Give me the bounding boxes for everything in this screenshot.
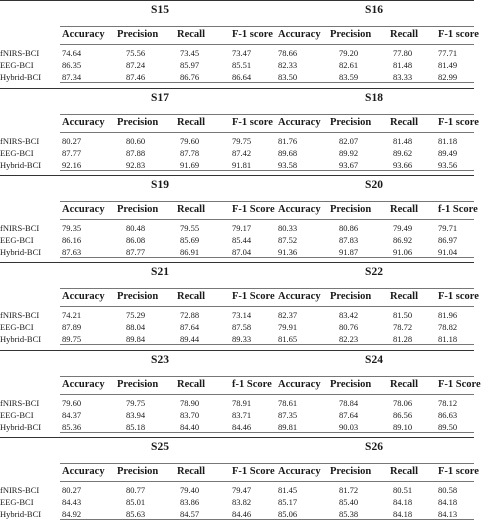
column-header: Precision: [330, 379, 372, 390]
divider: [0, 88, 474, 89]
column-header: Recall: [177, 379, 205, 390]
column-header: Recall: [390, 379, 418, 390]
table-row: [0, 322, 474, 334]
table-cell: 85.18: [126, 422, 146, 432]
table-cell: 83.94: [126, 410, 146, 420]
column-header: F-1 score: [438, 29, 479, 40]
table-cell: 79.35: [62, 223, 82, 233]
divider: [0, 350, 474, 351]
table-cell: 81.18: [438, 334, 458, 344]
table-cell: 79.47: [232, 485, 252, 495]
table-cell: 79.40: [180, 485, 200, 495]
table-cell: 89.44: [180, 334, 200, 344]
column-header: Recall: [177, 204, 205, 215]
divider: [0, 0, 474, 1]
table-cell: 83.33: [393, 72, 413, 82]
column-header: Accuracy: [62, 466, 105, 477]
table-cell: 84.37: [62, 410, 82, 420]
table-cell: 80.58: [438, 485, 458, 495]
table-cell: 85.01: [126, 497, 146, 507]
table-cell: 81.28: [393, 334, 413, 344]
table-cell: 89.81: [278, 422, 298, 432]
table-cell: 93.67: [339, 160, 359, 170]
table-cell: 84.46: [232, 422, 252, 432]
column-header: Precision: [330, 291, 372, 302]
divider: [60, 306, 474, 307]
table-cell: 79.75: [126, 398, 146, 408]
table-cell: 87.78: [180, 148, 200, 158]
table-cell: 84.18: [438, 497, 458, 507]
table-cell: 85.36: [62, 422, 82, 432]
divider: [60, 394, 474, 395]
column-header: F-1 score: [438, 466, 479, 477]
table-cell: 72.88: [180, 310, 200, 320]
divider: [60, 376, 474, 377]
table-cell: 82.61: [339, 60, 359, 70]
table-cell: 73.14: [232, 310, 252, 320]
table-cell: 79.71: [438, 223, 458, 233]
row-label: Hybrid-BCI: [0, 160, 42, 170]
column-header: Accuracy: [62, 291, 105, 302]
table-cell: 78.91: [232, 398, 252, 408]
table-cell: 87.04: [232, 247, 252, 257]
column-header: Precision: [117, 204, 159, 215]
column-header: Precision: [117, 379, 159, 390]
table-cell: 81.76: [278, 136, 298, 146]
row-label: fNIRS-BCI: [0, 223, 40, 233]
table-cell: 80.76: [339, 322, 359, 332]
table-cell: 77.71: [438, 48, 458, 58]
table-cell: 87.64: [180, 322, 200, 332]
table-cell: 84.40: [180, 422, 200, 432]
table-cell: 77.80: [393, 48, 413, 58]
table-cell: 79.75: [232, 136, 252, 146]
column-header: Recall: [390, 117, 418, 128]
table-block: [0, 350, 481, 437]
table-cell: 86.91: [180, 247, 200, 257]
table-row: [0, 497, 474, 509]
table-cell: 91.06: [393, 247, 413, 257]
row-label: Hybrid-BCI: [0, 247, 42, 257]
table-row: [0, 310, 474, 322]
row-label: Hybrid-BCI: [0, 509, 42, 519]
subject-heading: S17: [151, 92, 169, 104]
table-cell: 83.70: [180, 410, 200, 420]
subject-heading: S22: [365, 266, 383, 278]
table-row: [0, 247, 474, 259]
table-cell: 78.82: [438, 322, 458, 332]
table-cell: 87.24: [126, 60, 146, 70]
table-cell: 80.27: [62, 485, 82, 495]
table-cell: 91.81: [232, 160, 252, 170]
column-header: Accuracy: [278, 466, 321, 477]
table-cell: 79.55: [180, 223, 200, 233]
table-cell: 85.38: [339, 509, 359, 519]
row-label: EEG-BCI: [0, 148, 34, 158]
table-cell: 86.97: [438, 235, 458, 245]
table-row: [0, 485, 474, 497]
table-cell: 87.42: [232, 148, 252, 158]
table-cell: 86.08: [126, 235, 146, 245]
divider: [60, 132, 474, 133]
table-cell: 84.13: [438, 509, 458, 519]
table-row: [0, 148, 474, 160]
table-cell: 87.89: [62, 322, 82, 332]
table-cell: 74.64: [62, 48, 82, 58]
table-cell: 87.35: [278, 410, 298, 420]
table-cell: 78.84: [339, 398, 359, 408]
table-row: [0, 422, 474, 434]
table-cell: 79.20: [339, 48, 359, 58]
column-header: Precision: [117, 291, 159, 302]
column-header: Precision: [117, 117, 159, 128]
table-cell: 86.76: [180, 72, 200, 82]
table-cell: 92.83: [126, 160, 146, 170]
table-cell: 89.33: [232, 334, 252, 344]
column-header: Recall: [177, 29, 205, 40]
column-header: Precision: [330, 466, 372, 477]
column-header: F-1 Score: [232, 204, 275, 215]
column-header: Recall: [390, 466, 418, 477]
column-header: Accuracy: [62, 379, 105, 390]
table-cell: 89.68: [278, 148, 298, 158]
table-cell: 92.16: [62, 160, 82, 170]
table-cell: 84.18: [393, 497, 413, 507]
table-cell: 90.03: [339, 422, 359, 432]
table-cell: 89.84: [126, 334, 146, 344]
column-header: Precision: [117, 466, 159, 477]
column-header: Accuracy: [62, 204, 105, 215]
table-block: [0, 0, 479, 87]
table-cell: 80.48: [126, 223, 146, 233]
table-block: [0, 262, 479, 349]
table-cell: 89.62: [393, 148, 413, 158]
column-header: F-1 Score: [232, 291, 275, 302]
divider: [60, 201, 474, 202]
table-cell: 78.66: [278, 48, 298, 58]
table-cell: 87.63: [62, 247, 82, 257]
table-cell: 86.64: [232, 72, 252, 82]
table-row: [0, 398, 474, 410]
table-cell: 79.60: [180, 136, 200, 146]
table-cell: 80.60: [126, 136, 146, 146]
column-header: F-1 score: [438, 291, 479, 302]
table-cell: 89.10: [393, 422, 413, 432]
table-cell: 80.86: [339, 223, 359, 233]
row-label: Hybrid-BCI: [0, 72, 42, 82]
table-cell: 79.49: [393, 223, 413, 233]
column-header: Recall: [177, 466, 205, 477]
table-row: [0, 509, 474, 521]
row-label: EEG-BCI: [0, 410, 34, 420]
column-header: Accuracy: [278, 291, 321, 302]
table-row: [0, 48, 474, 60]
table-cell: 87.52: [278, 235, 298, 245]
table-cell: 91.04: [438, 247, 458, 257]
table-cell: 91.87: [339, 247, 359, 257]
column-header: Recall: [390, 29, 418, 40]
column-header: Recall: [177, 117, 205, 128]
table-cell: 78.12: [438, 398, 458, 408]
table-cell: 87.64: [339, 410, 359, 420]
table-cell: 85.63: [126, 509, 146, 519]
table-cell: 91.69: [180, 160, 200, 170]
subject-heading: S19: [151, 179, 169, 191]
table-cell: 86.16: [62, 235, 82, 245]
table-cell: 80.33: [278, 223, 298, 233]
table-cell: 83.42: [339, 310, 359, 320]
table-cell: 82.37: [278, 310, 298, 320]
table-cell: 85.69: [180, 235, 200, 245]
table-cell: 85.06: [278, 509, 298, 519]
row-label: EEG-BCI: [0, 322, 34, 332]
divider: [60, 44, 474, 45]
table-cell: 93.66: [393, 160, 413, 170]
table-cell: 82.23: [339, 334, 359, 344]
table-cell: 80.77: [126, 485, 146, 495]
table-block: [0, 88, 479, 175]
subject-heading: S25: [151, 441, 169, 453]
divider: [60, 26, 474, 27]
subject-heading: S15: [151, 4, 169, 16]
table-cell: 84.46: [232, 509, 252, 519]
table-cell: 73.47: [232, 48, 252, 58]
table-cell: 87.77: [62, 148, 82, 158]
table-cell: 78.72: [393, 322, 413, 332]
table-cell: 83.59: [339, 72, 359, 82]
table-cell: 85.40: [339, 497, 359, 507]
row-label: EEG-BCI: [0, 497, 34, 507]
table-row: [0, 72, 474, 84]
table-cell: 87.58: [232, 322, 252, 332]
table-cell: 83.71: [232, 410, 252, 420]
table-cell: 81.48: [393, 136, 413, 146]
column-header: Recall: [390, 204, 418, 215]
column-header: F-1 Score: [232, 466, 275, 477]
table-cell: 87.88: [126, 148, 146, 158]
table-row: [0, 235, 474, 247]
column-header: Accuracy: [278, 29, 321, 40]
table-cell: 87.46: [126, 72, 146, 82]
table-cell: 87.83: [339, 235, 359, 245]
table-cell: 82.33: [278, 60, 298, 70]
divider: [60, 481, 474, 482]
divider: [60, 114, 474, 115]
table-cell: 84.18: [393, 509, 413, 519]
table-cell: 85.97: [180, 60, 200, 70]
table-row: [0, 334, 474, 346]
row-label: EEG-BCI: [0, 60, 34, 70]
table-cell: 91.36: [278, 247, 298, 257]
table-cell: 86.92: [393, 235, 413, 245]
table-cell: 86.63: [438, 410, 458, 420]
column-header: Accuracy: [62, 29, 105, 40]
column-header: Accuracy: [62, 117, 105, 128]
divider: [0, 175, 474, 176]
divider: [60, 219, 474, 220]
table-cell: 78.90: [180, 398, 200, 408]
subject-heading: S21: [151, 266, 169, 278]
column-header: Accuracy: [278, 117, 321, 128]
table-row: [0, 410, 474, 422]
table-cell: 74.21: [62, 310, 82, 320]
column-header: Recall: [390, 291, 418, 302]
row-label: Hybrid-BCI: [0, 334, 42, 344]
table-cell: 81.72: [339, 485, 359, 495]
table-cell: 83.82: [232, 497, 252, 507]
column-header: Recall: [177, 291, 205, 302]
table-cell: 80.27: [62, 136, 82, 146]
table-cell: 80.51: [393, 485, 413, 495]
table-cell: 84.92: [62, 509, 82, 519]
subject-heading: S26: [365, 441, 383, 453]
table-cell: 93.56: [438, 160, 458, 170]
table-cell: 81.45: [278, 485, 298, 495]
table-cell: 84.43: [62, 497, 82, 507]
table-cell: 89.49: [438, 148, 458, 158]
subject-heading: S23: [151, 354, 169, 366]
subject-heading: S24: [365, 354, 383, 366]
table-cell: 75.56: [126, 48, 146, 58]
table-cell: 81.49: [438, 60, 458, 70]
table-cell: 78.61: [278, 398, 298, 408]
table-cell: 88.04: [126, 322, 146, 332]
table-cell: 81.48: [393, 60, 413, 70]
column-header: F-1 score: [438, 117, 479, 128]
table-cell: 79.60: [62, 398, 82, 408]
table-cell: 83.50: [278, 72, 298, 82]
row-label: fNIRS-BCI: [0, 136, 40, 146]
subject-heading: S18: [365, 92, 383, 104]
column-header: Precision: [117, 29, 159, 40]
table-cell: 85.44: [232, 235, 252, 245]
column-header: Accuracy: [278, 204, 321, 215]
divider: [0, 262, 474, 263]
column-header: Precision: [330, 29, 372, 40]
row-label: fNIRS-BCI: [0, 485, 40, 495]
divider: [0, 437, 474, 438]
divider: [60, 463, 474, 464]
table-cell: 87.77: [126, 247, 146, 257]
column-header: F-1 score: [232, 117, 273, 128]
column-header: Precision: [330, 204, 372, 215]
table-row: [0, 136, 474, 148]
table-cell: 75.29: [126, 310, 146, 320]
column-header: Accuracy: [278, 379, 321, 390]
table-cell: 73.45: [180, 48, 200, 58]
table-cell: 79.17: [232, 223, 252, 233]
table-block: [0, 437, 479, 524]
table-cell: 84.57: [180, 509, 200, 519]
table-cell: 81.50: [393, 310, 413, 320]
column-header: F-1 score: [232, 29, 273, 40]
table-cell: 87.34: [62, 72, 82, 82]
subject-heading: S16: [365, 4, 383, 16]
table-cell: 82.07: [339, 136, 359, 146]
table-cell: 86.56: [393, 410, 413, 420]
table-cell: 81.96: [438, 310, 458, 320]
table-cell: 78.06: [393, 398, 413, 408]
table-cell: 86.35: [62, 60, 82, 70]
column-header: f-1 Score: [232, 379, 272, 390]
table-cell: 85.51: [232, 60, 252, 70]
table-cell: 81.18: [438, 136, 458, 146]
table-cell: 83.86: [180, 497, 200, 507]
column-header: Precision: [330, 117, 372, 128]
row-label: Hybrid-BCI: [0, 422, 42, 432]
table-cell: 89.50: [438, 422, 458, 432]
table-cell: 85.17: [278, 497, 298, 507]
column-header: F-1 Score: [438, 379, 481, 390]
table-row: [0, 223, 474, 235]
table-cell: 93.58: [278, 160, 298, 170]
row-label: fNIRS-BCI: [0, 48, 40, 58]
table-cell: 89.75: [62, 334, 82, 344]
row-label: fNIRS-BCI: [0, 310, 40, 320]
table-cell: 81.65: [278, 334, 298, 344]
divider: [60, 288, 474, 289]
column-header: f-1 Score: [438, 204, 478, 215]
subject-heading: S20: [365, 179, 383, 191]
table-row: [0, 60, 474, 72]
row-label: fNIRS-BCI: [0, 398, 40, 408]
table-cell: 79.91: [278, 322, 298, 332]
table-row: [0, 160, 474, 172]
row-label: EEG-BCI: [0, 235, 34, 245]
table-cell: 89.92: [339, 148, 359, 158]
table-block: [0, 175, 478, 262]
table-cell: 82.99: [438, 72, 458, 82]
